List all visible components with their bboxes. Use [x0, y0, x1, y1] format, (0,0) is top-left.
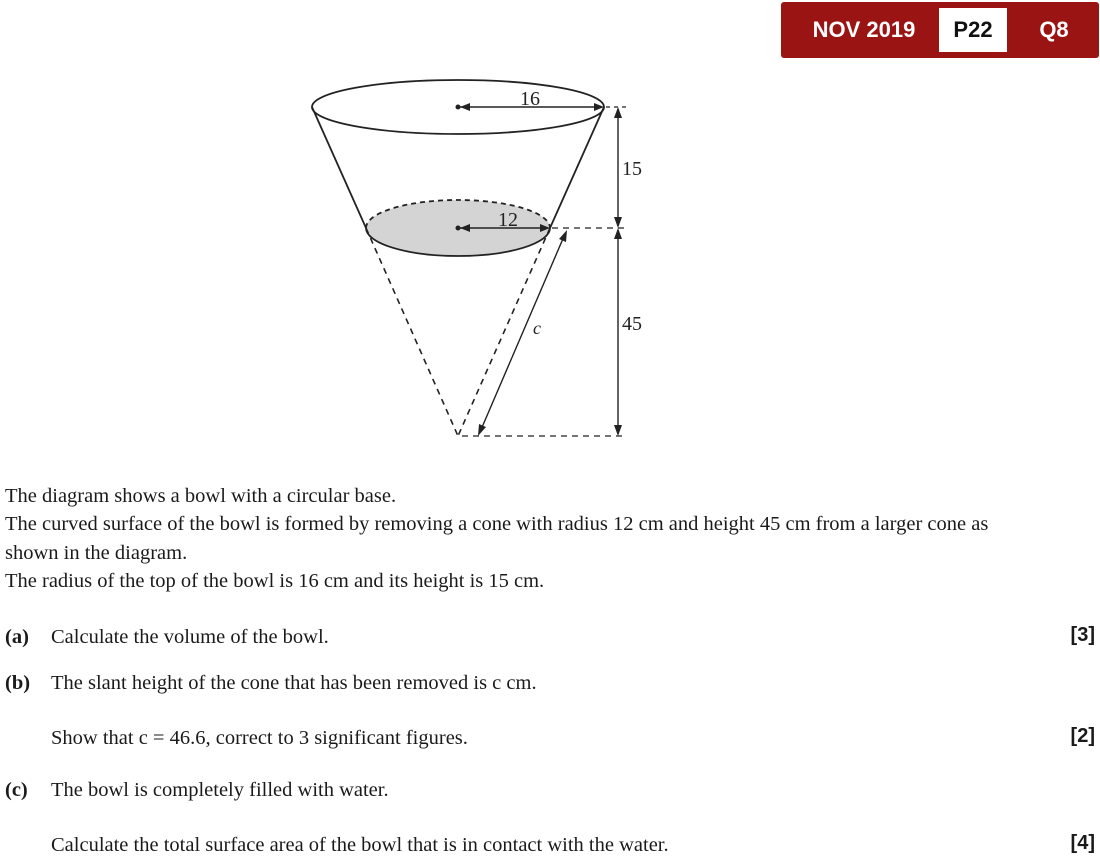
part-c-text: The bowl is completely filled with water.	[51, 779, 389, 801]
slant-label: c	[533, 318, 541, 338]
part-b-sub: Show that c = 46.6, correct to 3 significant figures.	[51, 727, 468, 749]
part-c-marks: [4]	[1070, 832, 1095, 854]
paper-number: P22	[939, 8, 1007, 52]
removed-cone-left	[366, 228, 458, 436]
part-c-label: (c)	[5, 779, 28, 801]
top-centre-point	[456, 105, 461, 110]
base-centre-point	[456, 226, 461, 231]
intro-line-2: The curved surface of the bowl is formed by removing a cone with radius 12 cm and height 45 cm from a larger cone as shown in the diagram.	[5, 513, 989, 564]
intro-line-1: The diagram shows a bowl with a circular base.	[5, 485, 397, 507]
bowl-diagram	[300, 70, 660, 450]
height-15-label: 15	[622, 158, 642, 180]
part-b-label: (b)	[5, 672, 31, 694]
slant-line	[480, 234, 565, 432]
part-b-marks: [2]	[1070, 725, 1095, 747]
question-number: Q8	[1039, 17, 1069, 42]
part-a-text: Calculate the volume of the bowl.	[51, 626, 329, 648]
part-b-text: The slant height of the cone that has been removed is c cm.	[51, 672, 537, 694]
top-radius-label: 16	[520, 88, 540, 110]
part-c-sub: Calculate the total surface area of the bowl that is in contact with the water.	[51, 834, 669, 856]
bowl-right-side	[550, 107, 604, 228]
part-a-label: (a)	[5, 626, 29, 648]
base-radius-label: 12	[498, 209, 518, 231]
intro-line-3: The radius of the top of the bowl is 16 cm and its height is 15 cm.	[5, 570, 545, 592]
height-45-label: 45	[622, 313, 642, 335]
exam-session: NOV 2019	[812, 17, 916, 42]
part-a-marks: [3]	[1070, 624, 1095, 646]
question-reference-badge	[781, 2, 1099, 58]
bowl-left-side	[312, 107, 366, 228]
